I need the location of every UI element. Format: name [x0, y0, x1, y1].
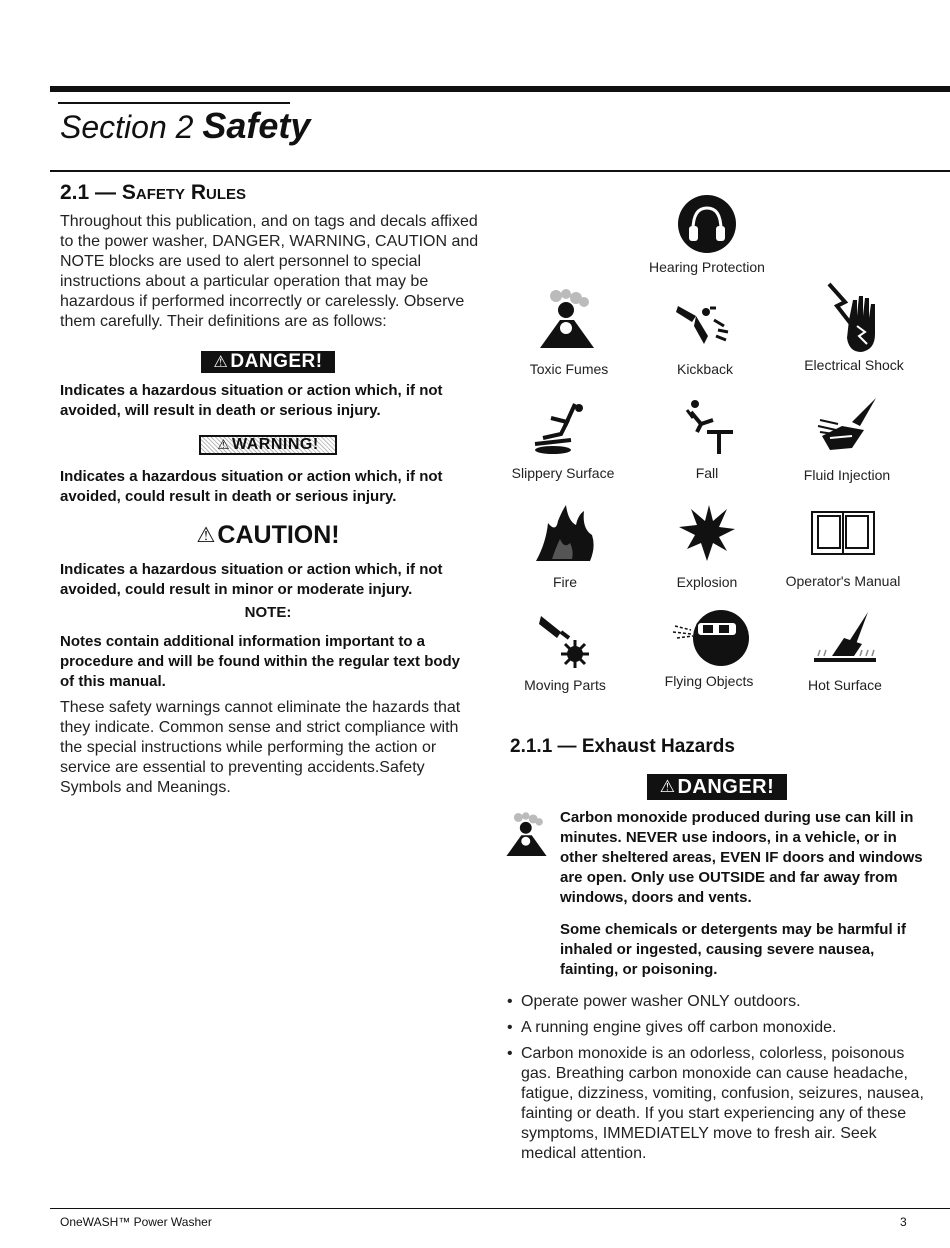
symbol-label: Operator's Manual [785, 573, 901, 589]
note-definition: Notes contain additional information important to a procedure and will be found within the regular text body of this manual. [60, 633, 461, 690]
danger-label: DANGER! [230, 351, 323, 372]
kickback-icon [670, 286, 740, 356]
heading-number: 2.1 — [60, 181, 122, 204]
symbol-label: Fluid Injection [803, 467, 891, 483]
section-name: Safety [202, 105, 311, 146]
warning-signal-word [199, 435, 337, 455]
caution-definition: Indicates a hazardous situation or action which, if not avoided, could result in minor or moderate injury. [60, 561, 443, 598]
page-title [60, 104, 310, 149]
warning-triangle-icon: ⚠ [213, 353, 229, 371]
section-rule [50, 170, 950, 172]
heading-text: Safety Rules [121, 181, 247, 204]
toxic-fumes-icon [534, 286, 604, 356]
danger-signal-word [201, 351, 335, 373]
exhaust-warning-paragraph: Carbon monoxide produced during use can kill in minutes. NEVER use indoors, in a vehicle, or in other sheltered areas, EVEN IF doors and windows are open. Only use OUTSIDE and far away from windows, doors and vents. [560, 809, 923, 906]
symbol-label: Fall [695, 465, 719, 481]
chemical-warning-paragraph: Some chemicals or detergents may be harmful if inhaled or ingested, causing severe nausea, fainting, or poisoning. [560, 921, 906, 978]
fall-icon [677, 398, 737, 454]
note-label: NOTE: [244, 604, 292, 621]
symbol-operators-manual [768, 508, 918, 590]
symbol-hearing-protection [632, 194, 782, 276]
exhaust-bullet-list [505, 992, 925, 1170]
warning-triangle-icon: ⚠ [659, 777, 676, 796]
fluid-injection-icon [812, 396, 882, 456]
warning-triangle-icon: ⚠ [196, 522, 216, 547]
footer-product-name: OneWASH™ Power Washer [60, 1215, 212, 1229]
closing-paragraph: These safety warnings cannot eliminate the hazards that they indicate. Common sense and strict compliance with the special instructions while performing the action or service are essential to preventing accidents.Safety Symbols and Meanings. [60, 699, 461, 796]
warning-triangle-icon: ⚠ [217, 437, 231, 452]
warning-label: WARNING! [232, 436, 319, 453]
symbol-label: Toxic Fumes [529, 361, 609, 377]
list-item: • Carbon monoxide is an odorless, colorless, poisonous gas. Breathing carbon monoxide can cause headache, fatigue, dizziness, vomiting, confusion, seizures, nausea, fainting or death. If you start experiencing any of these symptoms, IMMEDIATELY move to fresh air. Seek medical attention. [505, 1044, 925, 1164]
explosion-icon [677, 503, 737, 563]
symbol-label: Explosion [676, 574, 738, 590]
section-prefix: Section 2 [60, 109, 194, 145]
symbol-label: Hot Surface [808, 677, 882, 693]
symbol-label: Kickback [676, 361, 734, 377]
symbol-fire [490, 503, 640, 591]
warning-definition: Indicates a hazardous situation or action which, if not avoided, could result in death or serious injury. [60, 468, 443, 505]
symbol-electrical-shock [779, 280, 929, 374]
symbol-explosion [632, 503, 782, 591]
electrical-shock-icon [819, 280, 889, 356]
top-rule [50, 86, 950, 92]
symbol-toxic-fumes [494, 286, 644, 378]
symbol-flying-objects [634, 606, 784, 690]
exhaust-danger-label: DANGER! [677, 775, 775, 798]
hearing-protection-icon [677, 194, 737, 254]
footer-rule [50, 1208, 950, 1209]
slippery-surface-icon [531, 398, 595, 458]
symbol-slippery-surface [488, 398, 638, 482]
symbol-label: Fire [552, 574, 578, 590]
symbol-label: Slippery Surface [511, 465, 615, 481]
symbol-label: Moving Parts [524, 677, 606, 693]
moving-parts-icon [535, 610, 595, 670]
footer-page-number: 3 [900, 1215, 907, 1229]
hot-surface-icon [810, 610, 880, 670]
danger-definition: Indicates a hazardous situation or action which, if not avoided, will result in death or serious injury. [60, 382, 443, 419]
symbol-label: Electrical Shock [804, 357, 904, 373]
symbol-kickback [630, 286, 780, 378]
fire-icon [530, 503, 600, 563]
symbol-label: Flying Objects [664, 673, 754, 689]
list-item: • Operate power washer ONLY outdoors. [505, 992, 925, 1012]
flying-objects-icon [667, 606, 751, 670]
intro-paragraph: Throughout this publication, and on tags and decals affixed to the power washer, DANGER, WARNING, CAUTION and NOTE blocks are used to alert personnel to special instructions about a particular operation that may be hazardous if performed incorrectly or carelessly. Observe them carefully. Their definitions are as follows: [60, 213, 479, 330]
exhaust-hazards-heading: 2.1.1 — Exhaust Hazards [510, 736, 735, 757]
symbol-moving-parts [490, 610, 640, 694]
symbol-fall [632, 398, 782, 482]
symbol-label: Hearing Protection [649, 259, 765, 275]
caution-label: CAUTION! [217, 520, 340, 549]
list-item: • A running engine gives off carbon monoxide. [505, 1018, 925, 1038]
symbol-fluid-injection [772, 396, 922, 484]
operators-manual-icon [808, 508, 878, 558]
safety-rules-heading [60, 180, 246, 206]
symbol-hot-surface [770, 610, 920, 694]
exhaust-danger-signal-word [647, 774, 787, 800]
toxic-fumes-small-icon [502, 810, 554, 867]
caution-signal-word [196, 520, 340, 550]
